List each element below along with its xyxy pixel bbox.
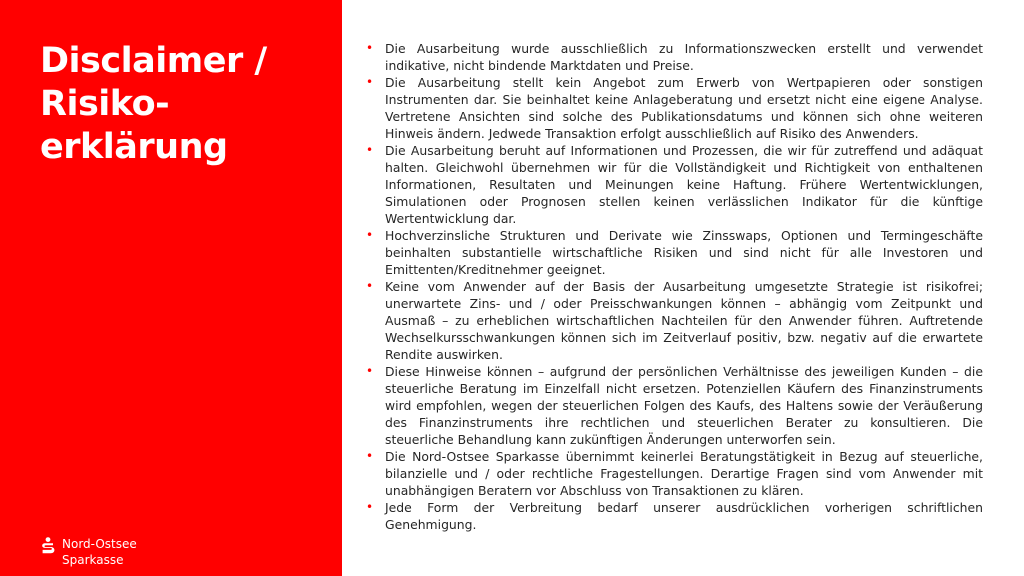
bullet-icon: • (366, 228, 374, 242)
title-line: Risiko- (40, 84, 170, 124)
bullet-icon: • (366, 500, 374, 514)
list-item (366, 40, 983, 74)
list-item (366, 363, 983, 448)
list-item-text: Jede Form der Verbreitung bedarf unserer ausdrücklichen vorherigen schriftlichen Genehmigung. (385, 500, 983, 532)
logo-line-2: Sparkasse (62, 553, 124, 567)
bullet-icon: • (366, 143, 374, 157)
list-item (366, 142, 983, 227)
disclaimer-content (366, 40, 983, 533)
logo-line-1: Nord-Ostsee (62, 537, 137, 551)
bullet-icon: • (366, 449, 374, 463)
list-item-text: Hochverzinsliche Strukturen und Derivate wie Zinsswaps, Optionen und Termingeschäfte beinhalten substantielle wirtschaftliche Risiken und sind nicht für alle Investoren und Emittenten/Kreditnehmer geeignet. (385, 228, 983, 277)
list-item-text: Die Nord-Ostsee Sparkasse übernimmt keinerlei Beratungstätigkeit in Bezug auf steuerliche, bilanzielle und / oder rechtliche Fragestellungen. Derartige Fragen sind vom Anwender mit unabhängigen Beratern vor Abschluss von Transaktionen zu klären. (385, 449, 983, 498)
list-item (366, 227, 983, 278)
list-item-text: Diese Hinweise können – aufgrund der persönlichen Verhältnisse des jeweiligen Kunden – die steuerliche Beratung im Einzelfall nicht ersetzen. Potenziellen Käufern des Finanzinstruments wird empfohlen, wegen der steuerlichen Folgen des Kaufs, des Haltens sowie der Veräußerung des Finanzinstruments ihre rechtlichen und steuerlichen Berater zu konsultieren. Die steuerliche Behandlung kann zukünftigen Änderungen unterworfen sein. (385, 364, 983, 447)
list-item (366, 74, 983, 142)
list-item (366, 278, 983, 363)
list-item (366, 499, 983, 533)
title-line: erklärung (40, 127, 228, 167)
disclaimer-list (366, 40, 983, 533)
bullet-icon: • (366, 41, 374, 55)
list-item-text: Die Ausarbeitung stellt kein Angebot zum Erwerb von Wertpapieren oder sonstigen Instrumenten dar. Sie beinhaltet keine Anlageberatung und ersetzt nicht eine eigene Analyse. Vertretene Ansichten sind solche des Publikationsdatums und können sich ohne weiteren Hinweis ändern. Jedwede Transaktion erfolgt ausschließlich auf Risiko des Anwenders. (385, 75, 983, 141)
red-side-panel (0, 0, 342, 576)
sparkasse-logo (40, 536, 137, 568)
bullet-icon: • (366, 279, 374, 293)
list-item-text: Die Ausarbeitung beruht auf Informationen und Prozessen, die wir für zutreffend und adäquat halten. Gleichwohl übernehmen wir für die Vollständigkeit und Richtigkeit von enthaltenen Informationen, Resultaten und Meinungen keine Haftung. Frühere Wertentwicklungen, Simulationen oder Prognosen stellen keinen verlässlichen Indikator für die künftige Wertentwicklung dar. (385, 143, 983, 226)
bullet-icon: • (366, 75, 374, 89)
page-title (40, 40, 267, 169)
list-item-text: Die Ausarbeitung wurde ausschließlich zu Informationszwecken erstellt und verwendet indikative, nicht bindende Marktdaten und Preise. (385, 41, 983, 73)
title-line: Disclaimer / (40, 41, 267, 81)
sparkasse-s-icon (40, 537, 56, 555)
bullet-icon: • (366, 364, 374, 378)
logo-text (62, 536, 137, 568)
list-item (366, 448, 983, 499)
list-item-text: Keine vom Anwender auf der Basis der Ausarbeitung umgesetzte Strategie ist risikofrei; unerwartete Zins- und / oder Preisschwankungen können – abhängig vom Zeitpunkt und Ausmaß – zu erheblichen wirtschaftlichen Nachteilen für den Anwender führen. Auftretende Wechselkursschwankungen können sich im Zeitverlauf positiv, bzw. negativ auf die erwartete Rendite auswirken. (385, 279, 983, 362)
